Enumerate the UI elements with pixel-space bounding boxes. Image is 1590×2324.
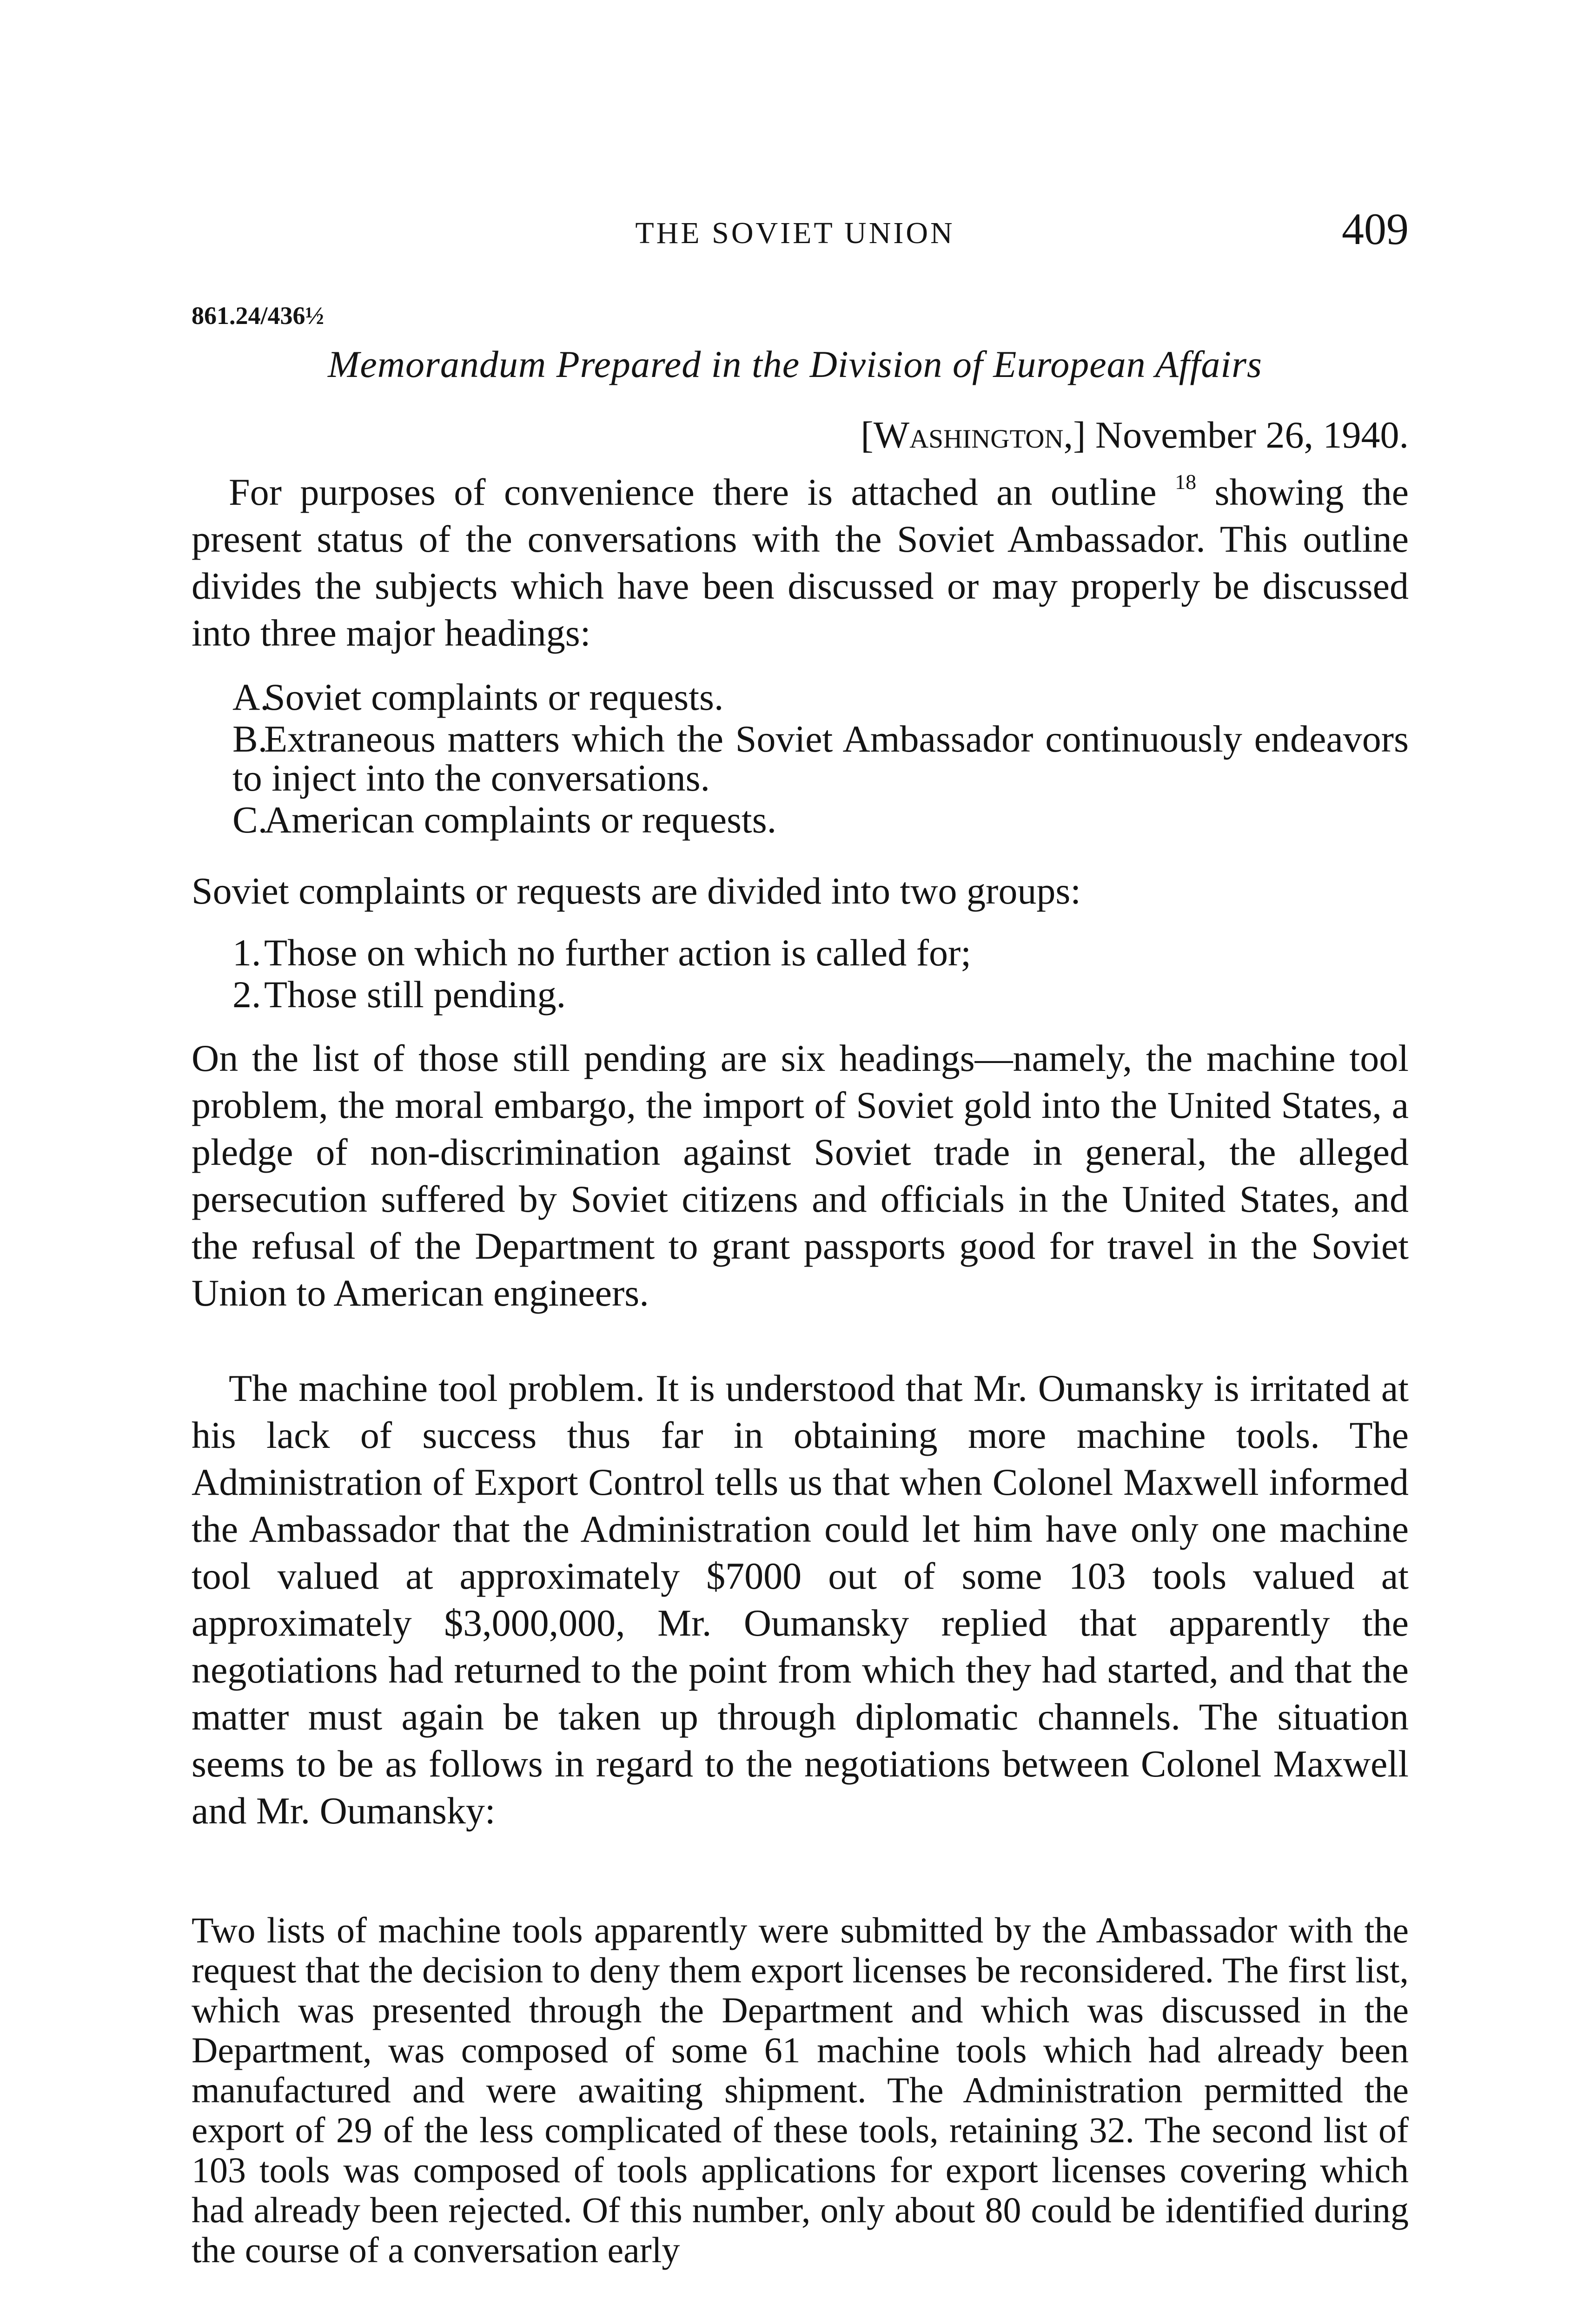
list-marker: 2. — [232, 973, 261, 1016]
list-marker: C. — [232, 799, 268, 841]
footnote-reference: 18 — [1175, 470, 1197, 494]
paragraph-intro-end: showing the present status of the conversations with the Soviet Ambassador. This outline divides the subjects which have been discussed or may properly be discussed into three major headings: — [192, 471, 1409, 654]
paragraph-machine-tools: The machine tool problem. It is understood that Mr. Oumansky is irritated at his lack of success thus far in obtaining more machine tools. The Administration of Export Control tells us that when Colonel Maxwell informed the Ambassador that the Administration could let him have only one machine tool valued at approximately $7000 out of some 103 tools valued at approximately $3,000,000, Mr. Oumansky replied that apparently the negotiations had returned to the point from which they had started, and that the matter must again be taken up through diplomatic channels. The situation seems to be as follows in regard to the negotiations between Colonel Maxwell and Mr. Oumansky: — [192, 1367, 1409, 1832]
running-header: THE SOVIET UNION — [635, 216, 955, 250]
list-item-text: American complaints or requests. — [264, 799, 777, 841]
list-item-text: Soviet complaints or requests. — [264, 676, 724, 718]
list-item-text: Extraneous matters which the Soviet Ambassador continuously endeavors to inject into the conversations. — [232, 718, 1409, 799]
list-item-text: Those still pending. — [264, 973, 566, 1016]
list-marker: A. — [232, 676, 270, 718]
document-title: Memorandum Prepared in the Division of European Affairs — [328, 343, 1262, 385]
list-marker: B. — [232, 718, 268, 760]
list-item — [232, 975, 1409, 1014]
paragraph-groups: Soviet complaints or requests are divided into two groups: — [192, 870, 1081, 912]
dateline-place: [Washington,] — [861, 414, 1086, 456]
list-item — [232, 933, 1409, 972]
headings-list — [232, 678, 1409, 842]
file-number: 861.24/436½ — [192, 302, 325, 330]
paragraph-lists: Two lists of machine tools apparently were submitted by the Ambassador with the request that the decision to deny them export licenses be reconsidered. The first list, which was presented through the Department and which was discussed in the Department, was composed of some 61 machine tools which had already been manufactured and were awaiting shipment. The Administration permitted the export of 29 of the less complicated of these tools, retaining 32. The second list of 103 tools was composed of tools applications for export licenses covering which had already been rejected. Of this number, only about 80 could be identified during the course of a conversation early — [192, 1910, 1409, 2270]
list-item — [232, 720, 1409, 798]
groups-list — [232, 933, 1409, 1017]
paragraph-pending: On the list of those still pending are six headings—namely, the machine tool problem, the moral embargo, the import of Soviet gold into the United States, a pledge of non-discrimination against Soviet trade in general, the alleged persecution suffered by Soviet citizens and officials in the United States, and the refusal of the Department to grant passports good for travel in the Soviet Union to American engineers. — [192, 1037, 1409, 1314]
list-item-text: Those on which no further action is called for; — [264, 931, 972, 974]
list-item — [232, 800, 1409, 839]
page-number: 409 — [1342, 204, 1409, 254]
paragraph-intro — [192, 469, 1409, 656]
dateline-date: November 26, 1940. — [1095, 414, 1409, 456]
dateline — [861, 412, 1409, 458]
list-item — [232, 678, 1409, 717]
paragraph-intro-start: For purposes of convenience there is attached an outline — [229, 471, 1157, 513]
list-marker: 1. — [232, 931, 261, 974]
